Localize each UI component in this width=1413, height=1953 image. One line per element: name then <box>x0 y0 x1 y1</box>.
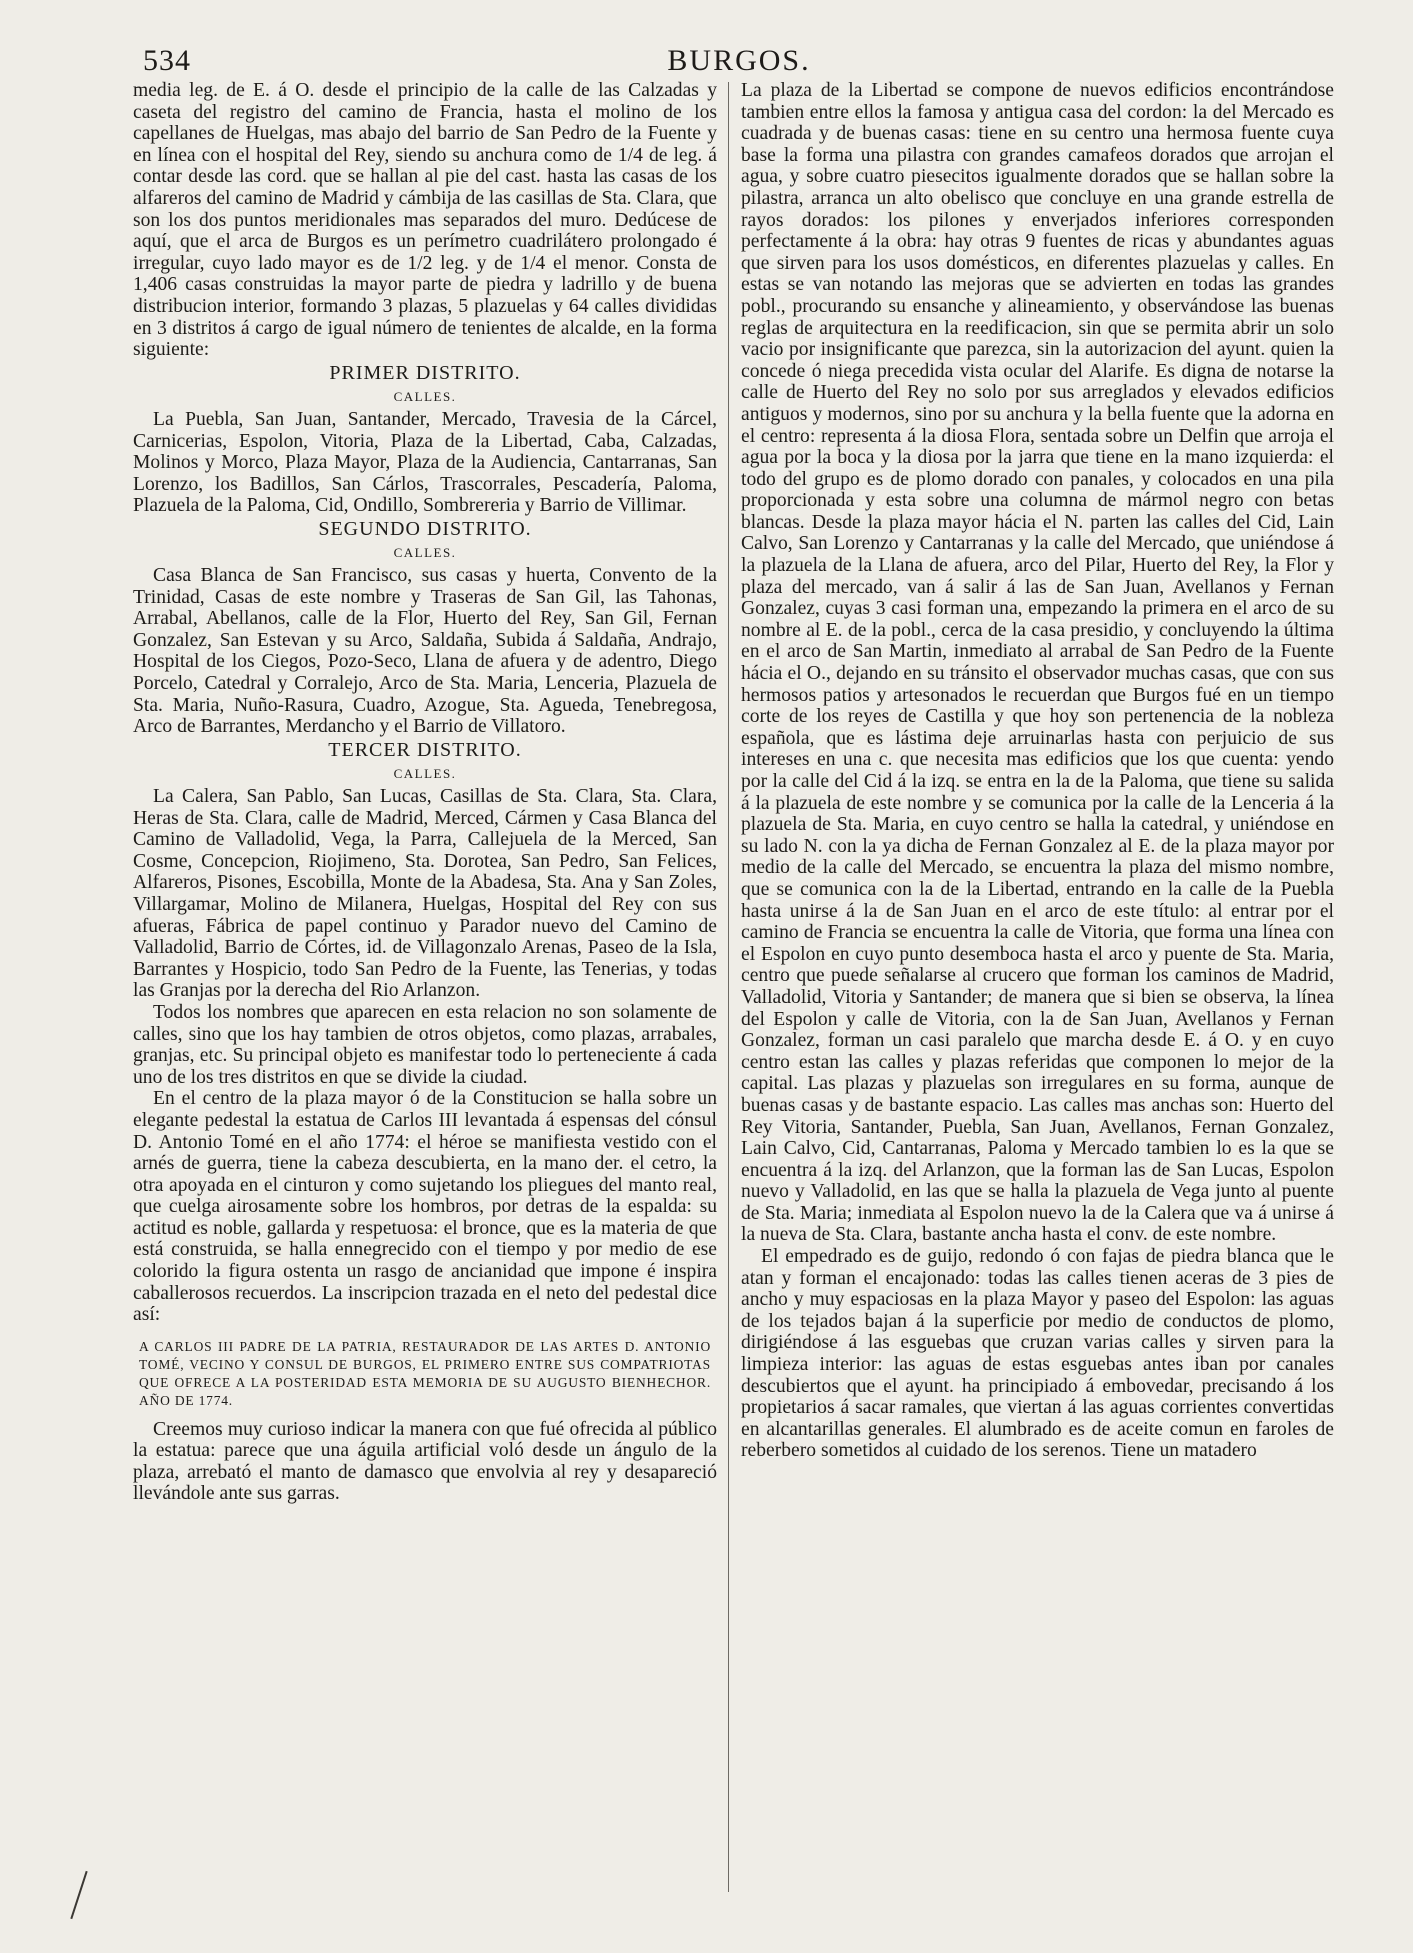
district-3-label: CALLES. <box>393 766 457 782</box>
pedestal-inscription: A CARLOS III PADRE DE LA PATRIA, RESTAURADOR DE LAS ARTES D. ANTONIO TOMÉ, VECINO Y CONSUL DE BURGOS, EL PRIMERO ENTRE SUS COMPATRIOTAS QUE OFRECE A LA POSTERIDAD ESTA MEMORIA DE SU AUGUSTO BIENHECHOR. AÑO DE 1774. <box>139 1338 711 1409</box>
empedrado-paragraph: El empedrado es de guijo, redondo ó con fajas de piedra blanca que le atan y forman el encajonado: todas las calles tienen aceras de 3 pies de ancho y muy espaciosas en la plaza Mayor y paseo del Espolon: las aguas de los tejados bajan á la superficie por medio de conductos de plomo, dirigiéndose á las esguebas que cruzan varias calles y sirven para la limpieza interior: las aguas de estas esguebas antes iban por canales descubiertos que el ayunt. ha principiado á embovedar, precisando á los propietarios á sacar ramales, que viertan á las aguas corrientes convertidas en alcantarillas generales. El alumbrado es de aceite comun en faroles de reberbero sometidos al cuidado de los serenos. Tiene un matadero <box>741 1246 1334 1462</box>
district-2-streets: Casa Blanca de San Francisco, sus casas y huerta, Convento de la Trinidad, Casas de este nombre y Traseras de San Gil, las Tahonas, Arrabal, Abellanos, calle de la Flor, Huerto del Rey, San Gil, Fernan Gonzalez, San Estevan y su Arco, Saldaña, Subida á Saldaña, Andrajo, Hospital de los Ciegos, Pozo-Seco, Llana de afuera y de adentro, Diego Porcelo, Catedral y Corralejo, Arco de Sta. Maria, Lenceria, Plazuela de Sta. Maria, Nuño-Rasura, Cuadro, Azogue, Sta. Agueda, Tenebregosa, Arco de Barrantes, Merdancho y el Barrio de Villatoro. <box>133 565 717 738</box>
district-3-title: TERCER DISTRITO. <box>328 738 522 761</box>
left-column <box>133 80 717 1505</box>
page-header <box>143 44 1335 78</box>
district-3-streets: La Calera, San Pablo, San Lucas, Casillas de Sta. Clara, Sta. Clara, Heras de Sta. Clara, calle de Madrid, Merced, Cármen y Casa Blanca del Camino de Valladolid, Vega, la Parra, Callejuela de la Merced, San Cosme, Concepcion, Riojimeno, Sta. Dorotea, San Pedro, San Felices, Alfareros, Pisones, Escobilla, Monte de la Abadesa, Sta. Ana y San Zoles, Villargamar, Molino de Milanera, Huelgas, Hospital del Rey con sus afueras, Fábrica de papel continuo y Parador nuevo del Camino de Valladolid, Barrio de Córtes, id. de Villagonzalo Arenas, Paseo de la Isla, Barrantes y Hospicio, todo San Pedro de la Fuente, las Tenerias, y todas las Granjas por la derecha del Rio Arlanzon. <box>133 786 717 1002</box>
curious-paragraph: Creemos muy curioso indicar la manera con que fué ofrecida al público la estatua: parece que una águila artificial voló desde un ángulo de la plaza, arrebató el manto de damasco que envolvia al rey y desapareció llevándole ante sus garras. <box>133 1418 717 1505</box>
right-column <box>741 80 1334 1462</box>
district-1-streets: La Puebla, San Juan, Santander, Mercado, Travesia de la Cárcel, Carnicerias, Espolon, Vitoria, Plaza de la Libertad, Caba, Calzadas, Molinos y Morco, Plaza Mayor, Plaza de la Audiencia, Cantarranas, San Lorenzo, los Badillos, San Cárlos, Trascorrales, Pescadería, Paloma, Plazuela de la Paloma, Cid, Ondillo, Sombrereria y Barrio de Villimar. <box>133 408 717 517</box>
page-number: 534 <box>143 44 191 77</box>
names-paragraph: Todos los nombres que aparecen en esta relacion no son solamente de calles, sino que los hay tambien de otros objetos, como plazas, arrabales, granjas, etc. Su principal objeto es manifestar todo lo perteneciente á cada uno de los tres distritos en que se divide la ciudad. <box>133 1001 717 1088</box>
libertad-paragraph: La plaza de la Libertad se compone de nuevos edificios encontrándose tambien entre ellos la famosa y antigua casa del cordon: la del Mercado es cuadrada y de buenas casas: tiene en su centro una hermosa fuente cuya base la forma una pilastra con grandes camafeos dorados que arrojan el agua, y sobre cuatro piesecitos igualmente dorados que se hallan sobre la pilastra, arranca un alto obelisco que concluye en una grande estrella de rayos dorados: los pilones y enverjados inferiores corresponden perfectamente á la obra: hay otras 9 fuentes de ricas y abundantes aguas que sirven para los usos domésticos, en diferentes plazuelas y calles. En estas se van notando las mejoras que se advierten en todas las grandes pobl., procurando su ensanche y alineamiento, y observándose las buenas reglas de arquitectura en la reedificacion, sin que se permita abrir un solo vacio por insignificante que parezca, sin la autorizacion del ayunt. quien la concede ó niega precedida vista ocular del Alarife. Es digna de notarse la calle de Huerto del Rey no solo por sus arreglados y elevados edificios antiguos y modernos, sino por su anchura y la bella fuente que la adorna en el centro: representa á la diosa Flora, sentada sobre un Delfin que arroja el agua por la boca y la diosa por la jarra que tiene en la mano izquierda: el todo del grupo es de plomo dorado con panales, y colocados en una pila proporcionada y esta sobre una columna de mármol negro con betas blancas. Desde la plaza mayor hácia el N. parten las calles del Cid, Lain Calvo, San Lorenzo y Cantarranas y la calle del Mercado, que uniéndose á la plazuela de la Llana de afuera, arco del Pilar, Huerto del Rey, la Flor y plaza del mercado, van á salir á las de San Juan, Avellanos y Fernan Gonzalez, cuyas 3 casi forman una, empezando la primera en el arco de su nombre al E. de la pobl., cerca de la casa presidio, y concluyendo la última en el arco de San Martin, inmediato al arrabal de San Pedro de la Fuente hácia el O., dejando en su tránsito el observador muchas casas, que con sus hermosos patios y artesonados le recuerdan que Burgos fué en un tiempo corte de los reyes de Castilla y que hoy son pertenencia de la nobleza española, que es lástima deje arruinarlas hasta con perjuicio de sus intereses en una c. que necesita mas edificios que los que cuenta: yendo por la calle del Cid á la izq. se entra en la de la Paloma, que tiene su salida á la plazuela de este nombre y se comunica por la calle de la Lenceria á la plazuela de Sta. Maria, en cuyo centro se halla la catedral, y uniéndose en su lado N. con la ya dicha de Fernan Gonzalez al E. de la plaza mayor por medio de la calle del Mercado, se encuentra la plaza del mismo nombre, que se comunica con la de la Libertad, entrando en la calle de la Puebla hasta unirse á la de San Juan en el arco de este título: al entrar por el camino de Francia se encuentra la calle de Vitoria, que forma una línea con el Espolon en cuyo punto desemboca hasta el arco y puente de Sta. Maria, centro que puede señalarse al crucero que forman los caminos de Madrid, Valladolid, Vitoria y Santander; de manera que si bien se observa, la línea del Espolon y calle de Vitoria, con la de San Juan, Avellanos y Fernan Gonzalez, forman un casi paralelo que marcha desde E. á O. y en cuyo centro estan las calles y plazas referidas que componen lo mejor de la capital. Las plazas y plazuelas son irregulares en su forma, aunque de buenas casas y de bastante espacio. Las calles mas anchas son: Huerto del Rey Vitoria, Santander, Puebla, San Juan, Avellanos, Fernan Gonzalez, Lain Calvo, Cid, Cantarranas, Paloma y Mercado tambien lo es la que se encuentra á la izq. del Arlanzon, que la forman las de San Lucas, Espolon nuevo y Valladolid, en las que se halla la plazuela de Vega junto al puente de Sta. Maria; inmediata al Espolon nuevo la de la Calera que va á unirse á la nueva de Sta. Clara, bastante ancha hasta el conv. de este nombre. <box>741 80 1334 1246</box>
intro-paragraph: media leg. de E. á O. desde el principio de la calle de las Calzadas y caseta del registro del camino de Francia, hasta el molino de los capellanes de Huelgas, mas abajo del barrio de San Pedro de la Fuente y en línea con el hospital del Rey, siendo su anchura como de 1/4 de leg. á contar desde las cord. que se hallan al pie del cast. hasta las casas de los alfareros del camino de Madrid y cámbija de las casillas de Sta. Clara, que son los dos puntos meridionales mas separados del muro. Dedúcese de aquí, que el arca de Burgos es un perímetro cuadrilátero prolongado é irregular, cuyo lado mayor es de 1/2 leg. y de 1/4 el menor. Consta de 1,406 casas construidas la mayor parte de piedra y ladrillo y de buena distribucion interior, formando 3 plazas, 5 plazuelas y 64 calles divididas en 3 distritos á cargo de igual número de tenientes de alcalde, en la forma siguiente: <box>133 80 717 361</box>
district-2-title: SEGUNDO DISTRITO. <box>318 517 532 540</box>
column-divider <box>728 82 729 1892</box>
statue-paragraph: En el centro de la plaza mayor ó de la Constitucion se halla sobre un elegante pedestal la estatua de Carlos III levantada á espensas del cónsul D. Antonio Tomé en el año 1774: el héroe se manifiesta vestido con el arnés de guerra, tiene la cabeza descubierta, en la mano der. el cetro, la otra apoyada en el cinturon y como sujetando los pliegues del manto real, que cuelga airosamente sobre los hombros, por detras de la espalda: su actitud es noble, gallarda y respetuosa: el bronce, que es la materia de que está construida, se halla ennegrecido con el tiempo y por medio de ese colorido la figura ostenta un rasgo de ancianidad que impone é inspira caballerosos recuerdos. La inscripcion trazada en el neto del pedestal dice así: <box>133 1088 717 1326</box>
district-1-title: PRIMER DISTRITO. <box>329 361 521 384</box>
district-1-label: CALLES. <box>393 389 457 405</box>
district-2-label: CALLES. <box>393 545 457 561</box>
running-head: BURGOS. <box>667 44 811 77</box>
margin-pen-mark <box>70 1871 87 1919</box>
